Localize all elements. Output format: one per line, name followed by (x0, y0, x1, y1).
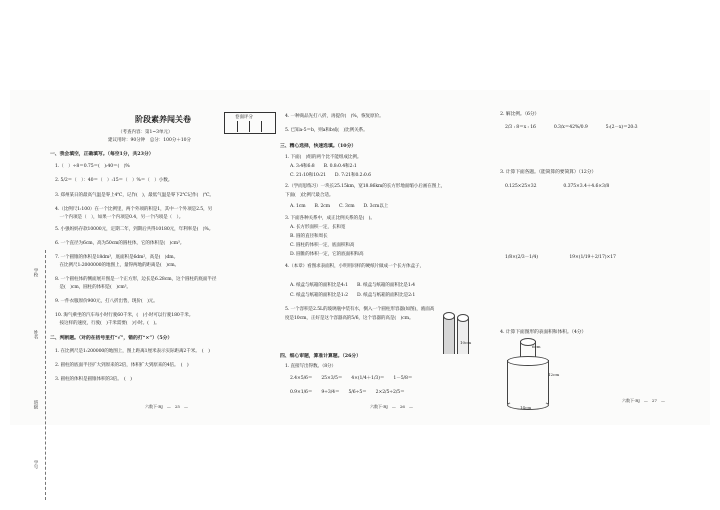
calc-line: 1/8×(2/3－1/4) 19×(1/19＋2/17)×17 (505, 255, 616, 260)
calc-line: 0.9×1/6＝ 9÷3/4＝ 5/6÷5＝ 2×2/5÷2/5＝ (290, 390, 405, 395)
section-2-heading: 二、判断题。（对的在括号里打“√”，错的打“×”）（5分） (50, 335, 173, 341)
question-line: 3. 郑州某日的最高气温是零上4℃，记作( )，最低气温是零下2℃记作( )℃。 (55, 193, 214, 198)
choice-line: A. 1cm B. 2cm C. 3cm D. 3cm以上 (290, 204, 389, 209)
question-line: 2. 5/2＝（ ）：40＝（ ）:15＝（ ）%＝（ ）小数。 (55, 178, 173, 183)
page-title: 阶段素养闯关卷 (135, 114, 191, 124)
calc-line: 2/3 : 8＝x : 16 0.3/x＝42%/0.9 5:(2－x)＝20:3 (505, 125, 638, 130)
question-line: 5. 一个容积是2.5L的玻璃瓶中装有水，倒入一个圆柱形容器(如图)，液面高 (285, 307, 435, 312)
binding-label-school: 学校 (33, 268, 38, 277)
choice-line: A. 3:4和6:8 B. 0.8:0.4和2:1 (290, 164, 357, 169)
question-line: 按这样的速度，行驶( )千米需要( )小时。( )。 (55, 321, 160, 326)
time-score: 建议用时：90分钟 总分：100分＋10分 (108, 138, 192, 143)
question-line: 4.（本章）看图求表面积，小明用同样的硬纸片做成一个长方体盒子， (285, 264, 424, 269)
question-line: 度是10cm，正好是这个容器高的5/6，这个容器的高是( )cm。 (285, 316, 414, 321)
question-line: 2. 解比例。（6分） (500, 112, 540, 117)
choice-line: C. 纸盒与纸箱的面积比是1:2 D. 纸盒与纸箱的面积比是2:1 (290, 293, 416, 298)
question-line: 2.（学而思练习）一块长25.15km，宽18.86km的长方形地面缩小后画在图上， (285, 184, 446, 189)
question-line: 1.（ ）÷8＝0.75＝( ):40＝( )% (55, 164, 130, 169)
score-box (224, 112, 276, 134)
question-line: 1. 在比例尺是1:200000的地图上，图上距离1厘米表示实际距离2千米。 ( ) (55, 349, 210, 354)
exam-scope: （考查内容：第1~3单元） (118, 130, 173, 135)
choice-line: C. 21:10和10:21 D. 7:21和0.2:0.6 (290, 173, 371, 178)
binding-label-name: 姓名 (33, 330, 38, 339)
question-line: 一个内项是（ ），如果一个内项是0.4，另一个内项是（ ）。 (55, 215, 184, 220)
lower-cylinder-body (507, 360, 549, 404)
section-4-heading: 四、细心审题，算准计算题。（26分） (280, 353, 362, 359)
choice-line: B. 圆的直径和周长 (290, 234, 328, 239)
question-line: 3. 计算下面各题。（能简算的要简算）（12分） (500, 170, 597, 175)
choice-line: A. 纸盒与纸箱的面积比是4:1 B. 纸盒与纸箱的面积比是1:4 (290, 283, 415, 288)
calc-line: 0.125×25×32 0.375×3.4＋4.6×3/8 (505, 184, 610, 189)
page-footer: 六数下·RJ — 27 — (622, 398, 665, 403)
choice-line: C. 圆柱的体积一定，底面积和高 (290, 243, 355, 248)
binding-label-class: 班级 (33, 400, 38, 409)
figure-label: 12cm (548, 372, 560, 377)
question-line: 4. 计算下面图形的表面积和体积。（4分） (500, 330, 587, 335)
question-line: 在比例尺1:2000000的地图上，量得两地的距离是( )cm。 (55, 263, 180, 268)
choice-line: A. 长方形面积一定，长和宽 (290, 225, 346, 230)
question-line: 1. 下面( )组的两个比不能组成比例。 (285, 155, 362, 160)
question-line: 4. 一种商品先打八折，再提价( )%，恢复原价。 (285, 114, 384, 119)
question-line: 2. 圆柱的底面半径扩大到原来的2倍，体积扩大到原来的4倍。 ( ) (55, 363, 189, 368)
question-line: 3. 下面各种关系中，成正比例关系的是( )。 (285, 216, 375, 221)
page-footer: 六数下·RJ — 26 — (370, 404, 413, 409)
question-line: 3. 圆柱的体积是圆锥体积的3倍。 ( ) (55, 377, 132, 382)
score-box-label: 卷面评分 (235, 115, 253, 120)
question-line: 7. 一个圆锥的体积是18dm³，底面积是6dm²，高是( )dm。 (55, 255, 179, 260)
question-line: 下面( )比例尺最合适。 (285, 193, 334, 198)
cut-line (45, 250, 47, 500)
question-line: 5. 已知a-5＝b，则a和b成( )比例关系。 (285, 128, 368, 133)
bottle-top (443, 312, 455, 320)
binding-label-number: 学号 (33, 460, 38, 469)
container-figure (440, 312, 470, 357)
choice-line: D. 圆锥的体积一定，它的底面积和高 (290, 252, 364, 257)
section-1-heading: 一、我会填空，正确填写。（每空1分，共23分） (50, 151, 154, 157)
question-line: 10. 淘气乘坐的汽车每小时行驶60千米，( )小时可以行驶180千米。 (55, 313, 194, 318)
score-cell[interactable] (249, 121, 262, 132)
question-line: 8. 一个圆柱体的侧面展开图是一个正方形，边长是6.28cm，这个圆柱的底面半径 (55, 277, 217, 282)
calc-line: 2.4×5/6＝ 25×3/5＝ 4×(1/4＋1/3)＝ 1－5/8＝ (290, 376, 413, 381)
page-footer: 六数下·RJ — 25 — (145, 404, 188, 409)
cylinder-top (457, 314, 469, 322)
figure-label: 6cm (532, 344, 541, 349)
question-line: 是( )cm，圆柱的体积是( )cm³。 (55, 285, 131, 290)
figure-label: 10cm (460, 340, 472, 345)
bottle-body (443, 316, 455, 354)
section-3-heading: 三、精心选择，快速选填。（10分） (280, 143, 357, 149)
question-line: 9. 一件衣服原价900元，打八折出售，现价( )元。 (55, 299, 158, 304)
figure-label: 14cm (520, 405, 532, 410)
cylinder-body (457, 318, 472, 354)
question-line: 4.（比例尺1:100）在一个比例里，两个外项的积是1，其中一个外项是2.5，另 (55, 207, 213, 212)
question-line: 1. 直接写出得数。（8分） (285, 364, 337, 369)
question-line: 6. 一个直径为6cm，高为50cm的圆柱体，它的体积是( )cm³。 (55, 241, 185, 246)
question-line: 5. 小强妈妈存款10000元，定期二年，到期后共得10180元，年利率是( )%。 (55, 227, 214, 232)
binding-strip (32, 250, 52, 510)
